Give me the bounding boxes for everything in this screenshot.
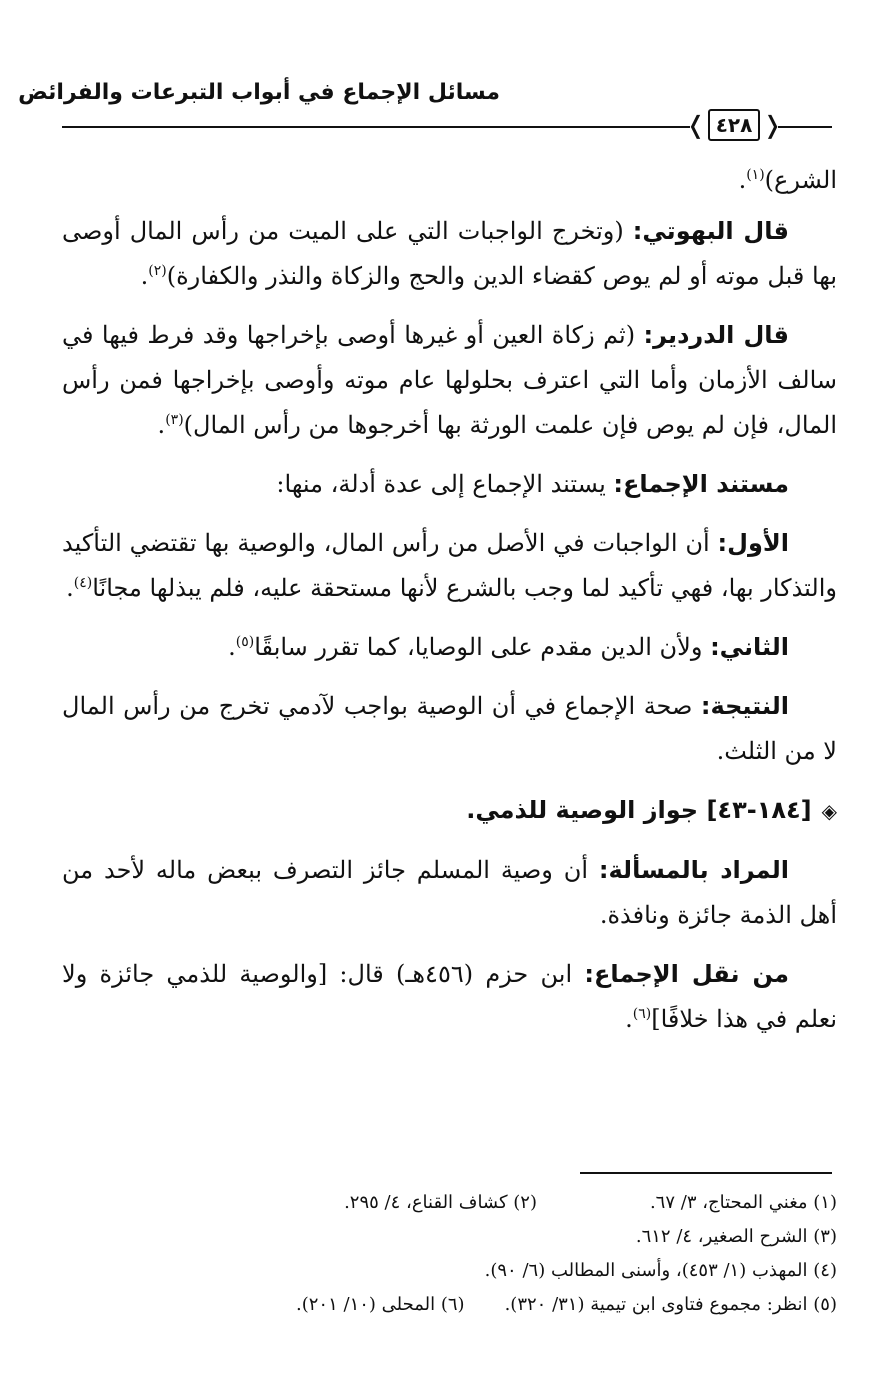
paragraph-second: الثاني: ولأن الدين مقدم على الوصايا، كما تقرر سابقًا$^{(٥)}$. bbox=[228, 633, 789, 661]
running-header-title: مسائل الإجماع في أبواب التبرعات والفرائض bbox=[18, 80, 500, 105]
paragraph-result: النتيجة: صحة الإجماع في أن الوصية بواجب لآدمي تخرج من رأس المال لا من الثلث. bbox=[62, 692, 837, 765]
section-label: الثاني: bbox=[710, 633, 789, 661]
section-label: الأول: bbox=[717, 529, 789, 557]
ornament-bracket-right-icon: ❭ bbox=[762, 111, 783, 139]
footnotes bbox=[62, 1186, 837, 1322]
paragraph-dardir: قال الدردير: (ثم زكاة العين أو غيرها أوصى بإخراجها وقد فرط فيها في سالف الأزمان وأما التي اعترف بحلولها عام موته وأوصى بإخراجها فمن رأس المال، فإن لم يوص فإن علمت الورثة بها أخرجوها من رأس المال)$^{(٣)}$. bbox=[62, 321, 837, 439]
speaker-label: قال البهوتي: bbox=[632, 217, 789, 245]
footnote-ref: (٤) bbox=[73, 575, 93, 591]
footnote-5: (٥) انظر: مجموع فتاوى ابن تيمية (٣١/ ٣٢٠). bbox=[504, 1294, 837, 1315]
footnote-ref: (٣) bbox=[165, 412, 184, 428]
paragraph-meaning: المراد بالمسألة: أن وصية المسلم جائز التصرف ببعض ماله لأحد من أهل الذمة جائزة ونافذة. bbox=[62, 856, 837, 929]
footnote-6: (٦) المحلى (١٠/ ٢٠١). bbox=[296, 1294, 465, 1315]
footnote-row bbox=[62, 1186, 837, 1220]
footnote-ref: (٥) bbox=[235, 634, 255, 650]
speaker-label: قال الدردير: bbox=[643, 321, 789, 349]
page-number: ٤٢٨ bbox=[708, 109, 761, 141]
footnote-ref: (٢) bbox=[148, 263, 167, 279]
section-label: من نقل الإجماع: bbox=[584, 960, 789, 988]
section-label: مستند الإجماع: bbox=[613, 470, 789, 498]
paragraph-continuation: الشرع)$^{(١)}$. bbox=[738, 166, 837, 194]
page-number-frame bbox=[685, 106, 783, 144]
footnote-3: (٣) الشرح الصغير، ٤/ ٦١٢. bbox=[635, 1226, 837, 1247]
footnote-2: (٢) كشاف القناع، ٤/ ٢٩٥. bbox=[344, 1192, 537, 1213]
footnote-ref: (٦) bbox=[632, 1006, 652, 1022]
issue-title: جواز الوصية للذمي. bbox=[466, 796, 699, 824]
footnote-4: (٤) المهذب (١/ ٤٥٣)، وأسنى المطالب (٦/ ٩٠). bbox=[484, 1260, 837, 1281]
main-text bbox=[62, 158, 837, 1056]
footnote-row bbox=[62, 1288, 837, 1322]
footnote-rule bbox=[580, 1172, 832, 1174]
section-label: النتيجة: bbox=[700, 692, 789, 720]
footnote-1: (١) مغني المحتاج، ٣/ ٦٧. bbox=[649, 1192, 837, 1213]
issue-heading bbox=[62, 788, 837, 834]
diamond-bullet-icon: ◈ bbox=[821, 799, 837, 823]
paragraph-bahuti: قال البهوتي: (وتخرج الواجبات التي على الميت من رأس المال أوصى بها قبل موته أو لم يوص كقضاء الدين والحج والزكاة والنذر والكفارة)$^{(٢)}$. bbox=[62, 217, 837, 290]
footnote-ref: (١) bbox=[746, 167, 765, 183]
section-label: المراد بالمسألة: bbox=[598, 856, 790, 884]
paragraph-first: الأول: أن الواجبات في الأصل من رأس المال، والوصية بها تقتضي التأكيد والتذكار بها، فهي تأكيد لما وجب بالشرع لأنها مستحقة عليه، فلم يبذلها مجانًا$^{(٤)}$. bbox=[62, 529, 837, 602]
issue-number: [١٨٤-٤٣] bbox=[706, 796, 812, 824]
ornament-bracket-left-icon: ❬ bbox=[685, 111, 706, 139]
paragraph-evidence: مستند الإجماع: يستند الإجماع إلى عدة أدلة، منها: bbox=[276, 470, 789, 498]
paragraph-transmission: من نقل الإجماع: ابن حزم (٤٥٦هـ) قال: [والوصية للذمي جائزة ولا نعلم في هذا خلافًا]$^{(٦)}$. bbox=[62, 960, 837, 1033]
